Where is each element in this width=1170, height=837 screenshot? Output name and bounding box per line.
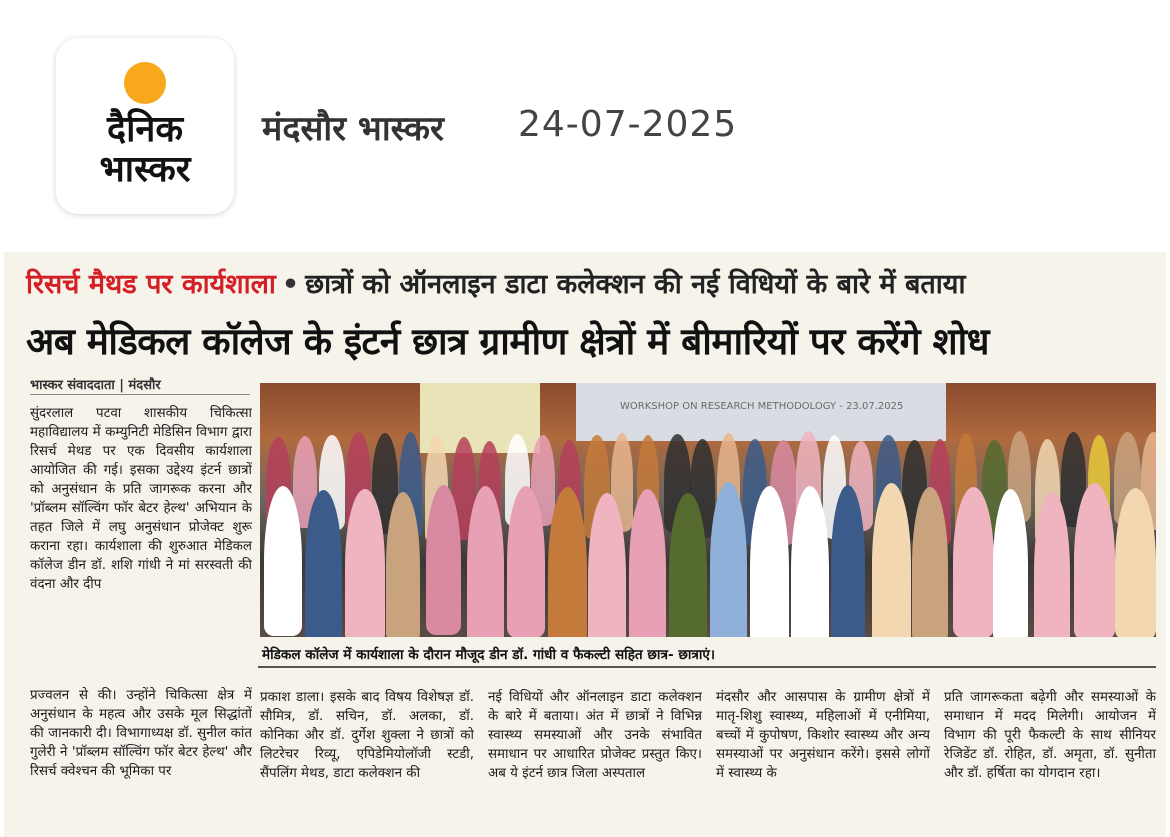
person-silhouette [791,486,829,637]
byline-divider [30,394,250,395]
person-silhouette [507,486,545,637]
person-silhouette [548,487,587,637]
column-4: मंदसौर और आसपास के ग्रामीण क्षेत्रों में मातृ-शिशु स्वास्थ्य, महिलाओं में एनीमिया, बच्चों में कुपोषण, किशोर स्वास्थ्य और अन्य समस्याओं पर अनुसंधान करेंगे। इससे लोगों में स्वास्थ्य के [716,690,930,781]
kicker-subhead: छात्रों को ऑनलाइन डाटा कलेक्शन की नई विधियों के बारे में बताया [305,269,966,300]
column-1-top: सुंदरलाल पटवा शासकीय चिकित्सा महाविद्यालय में कम्युनिटी मेडिसिन विभाग द्वारा रिसर्च मेथड पर एक दिवसीय कार्यशाला आयोजित की गई। इसका उद्देश्य इंटर्न छात्रों को अनुसंधान के प्रति जागरूक करना और 'प्रॉब्लम सॉल्विंग फॉर बेटर हेल्थ' अभियान के तहत जिले में लघु अनुसंधान प्रोजेक्ट शुरू कराना रहा। कार्यशाला की शुरुआत मेडिकल कॉलेज डीन डॉ. शशि गांधी ने मां सरस्वती की वंदना और दीप [30,406,252,592]
group-photo [260,383,1156,637]
column-1-bottom: प्रज्वलन से की। उन्होंने चिकित्सा क्षेत्र में अनुसंधान के महत्व और उसके मूल सिद्धांतों की जानकारी दी। विभागाध्यक्ष डॉ. सुनील कांत गुलेरी ने 'प्रॉब्लम सॉल्विंग फॉर बेटर हेल्थ' और रिसर्च क्वेश्चन की भूमिका पर [30,688,252,779]
person-silhouette [872,483,911,637]
person-silhouette [386,492,421,637]
person-silhouette [1115,488,1156,637]
person-silhouette [1074,483,1115,637]
person-silhouette [953,487,995,637]
kicker-label: रिसर्च मैथड पर कार्यशाला [26,269,276,300]
sun-icon [124,62,166,104]
byline: भास्कर संवाददाता | मंदसौर [30,378,161,393]
dainik-bhaskar-logo [56,38,234,214]
projector-screen-text: WORKSHOP ON RESEARCH METHODOLOGY - 23.07.2025 [620,401,904,412]
photo-caption: मेडिकल कॉलेज में कार्यशाला के दौरान मौजूद डीन डॉ. गांधी व फैकल्टी सहित छात्र- छात्राएं। [262,647,716,663]
column-3: नई विधियों और ऑनलाइन डाटा कलेक्शन के बारे में बताया। अंत में छात्रों ने विभिन्न स्वास्थ्य समस्याओं और उनके संभावित समाधान पर आधारित प्रोजेक्ट प्रस्तुत किए। अब ये इंटर्न छात्र जिला अस्पताल [488,690,702,781]
person-silhouette [912,487,948,637]
edition-title: मंदसौर भास्कर [262,109,444,149]
person-silhouette [629,489,667,637]
headline: अब मेडिकल कॉलेज के इंटर्न छात्र ग्रामीण क्षेत्रों में बीमारियों पर करेंगे शोध [26,320,990,363]
projector-screen [576,383,946,441]
person-silhouette [1034,492,1070,637]
column-5: प्रति जागरूकता बढ़ेगी और समस्याओं के समाधान में मदद मिलेगी। आयोजन में विभाग की पूरी फैकल्टी के साथ सीनियर रेजिडेंट डॉ. रोहित, डॉ. अमृता, डॉ. सुनीता और डॉ. हर्षिता का योगदान रहा। [944,690,1156,781]
person-silhouette [831,485,865,637]
person-silhouette [467,486,505,637]
column-2: प्रकाश डाला। इसके बाद विषय विशेषज्ञ डॉ. सौमित्र, डॉ. सचिन, डॉ. अलका, डॉ. कोनिका और डॉ. दुर्गेश शुक्ला ने छात्रों को लिटरेचर रिव्यू, एपिडेमियोलॉजी स्टडी, सैंपलिंग मेथड, डाटा कलेक्शन की [260,690,474,781]
kicker-line [26,264,965,301]
person-silhouette [426,485,461,636]
edition-date: 24-07-2025 [518,104,738,145]
person-silhouette [710,482,748,637]
caption-divider [258,666,1156,668]
logo-line-2: भास्कर [99,149,191,190]
person-silhouette [345,489,385,637]
logo-line-1: दैनिक [106,109,184,150]
person-silhouette [264,486,302,636]
kicker-bullet: • [281,269,300,300]
person-silhouette [305,490,343,637]
